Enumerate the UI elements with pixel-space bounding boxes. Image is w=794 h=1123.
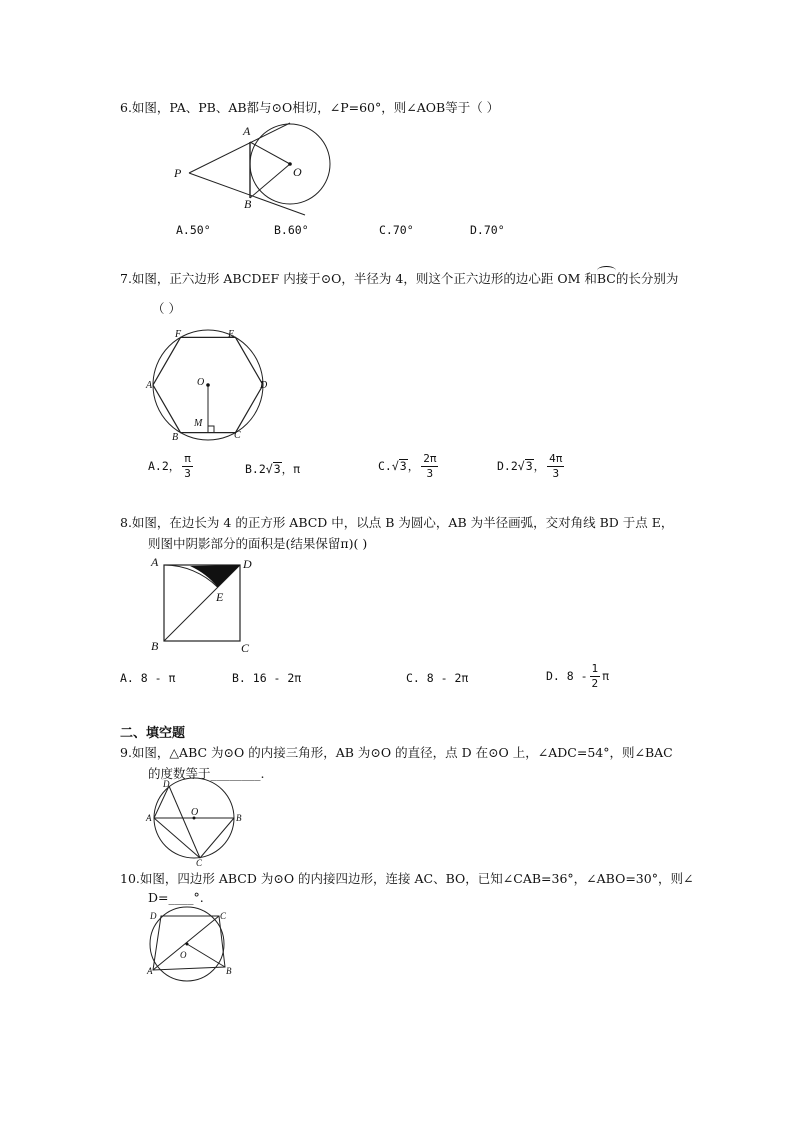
q6-option-d[interactable]: D.70° (470, 223, 505, 237)
q7-label-e: E (228, 329, 235, 340)
q6-option-a[interactable]: A.50° (176, 223, 211, 237)
q6-label-o: O (293, 165, 302, 179)
q7-text-pre: 7.如图，正六边形 ABCDEF 内接于⊙O，半径为 4，则这个正六边形的边心距 OM 和 (120, 271, 597, 286)
q10-figure (145, 906, 245, 986)
q6-label-b: B (244, 197, 252, 211)
q7-figure (145, 328, 275, 443)
q7-arc-bc: BC (596, 271, 616, 286)
q9-figure (145, 778, 245, 866)
q7-option-d[interactable]: D.2√3， $\frac{4\pi}{3}$ (497, 452, 563, 480)
q7-option-c[interactable]: C.√3， $\frac{2\pi}{3}$ (378, 452, 437, 480)
q7-text (120, 269, 678, 287)
q7-paren: （ ） (152, 301, 181, 316)
q9-label-a: A (146, 813, 152, 823)
q7-label-f: F (175, 329, 182, 340)
q10-label-c: C (220, 911, 227, 921)
q7-label-c: C (234, 430, 241, 441)
q10-label-a: A (147, 966, 153, 976)
q8-option-d[interactable]: D. 8 - $\frac{1}{2}$ π (546, 662, 610, 690)
q10-label-b: B (226, 966, 232, 976)
q6-text: 6.如图，PA、PB、AB都与⊙O相切，∠P=60°，则∠AOB等于（ ） (120, 100, 500, 115)
q9-line2: 的度数等于________. (148, 766, 265, 781)
q6-option-b[interactable]: B.60° (274, 223, 309, 237)
q8-label-b: B (151, 639, 159, 653)
q7-option-b[interactable]: B.2√3，π (245, 462, 301, 476)
q8-line2: 则图中阴影部分的面积是(结果保留π)( ) (148, 536, 368, 551)
q8-label-d: D (243, 557, 252, 571)
q8-option-c[interactable]: C. 8 - 2π (406, 671, 469, 685)
q8-figure (148, 555, 258, 655)
q6-figure (170, 118, 340, 218)
q7-label-d: D (260, 380, 268, 391)
q6-label-a: A (243, 124, 251, 138)
q8-label-e: E (216, 590, 224, 604)
q8-option-b[interactable]: B. 16 - 2π (232, 671, 302, 685)
q8-label-c: C (241, 641, 250, 655)
q9-label-b: B (236, 813, 242, 823)
q9-line1: 9.如图，△ABC 为⊙O 的内接三角形，AB 为⊙O 的直径，点 D 在⊙O 上，∠ADC=54°，则∠BAC (120, 745, 673, 760)
q7-option-a[interactable]: A.2， $\frac{\pi}{3}$ (148, 452, 191, 480)
q9-label-o: O (191, 807, 199, 818)
section-title-fill-in: 二、填空题 (120, 726, 186, 741)
q7-label-b: B (172, 432, 179, 443)
q10-line1: 10.如图，四边形 ABCD 为⊙O 的内接四边形，连接 AC、BO，已知∠CAB=36°，∠ABO=30°，则∠ (120, 871, 694, 886)
q10-label-o: O (180, 950, 187, 960)
q6-label-p: P (174, 166, 182, 180)
q9-label-c: C (196, 858, 203, 868)
q7-label-o: O (197, 377, 205, 388)
q8-label-a: A (151, 555, 159, 569)
q6-option-c[interactable]: C.70° (379, 223, 414, 237)
q9-label-d: D (163, 779, 170, 789)
q7-label-a: A (146, 380, 153, 391)
q8-option-a[interactable]: A. 8 - π (120, 671, 176, 685)
q7-label-m: M (194, 418, 203, 429)
q10-line2: D=____°. (148, 890, 204, 905)
q7-text-post: 的长分别为 (615, 271, 679, 286)
q8-line1: 8.如图，在边长为 4 的正方形 ABCD 中，以点 B 为圆心，AB 为半径画弧，交对角线 BD 于点 E， (120, 515, 674, 530)
q10-label-d: D (150, 911, 157, 921)
